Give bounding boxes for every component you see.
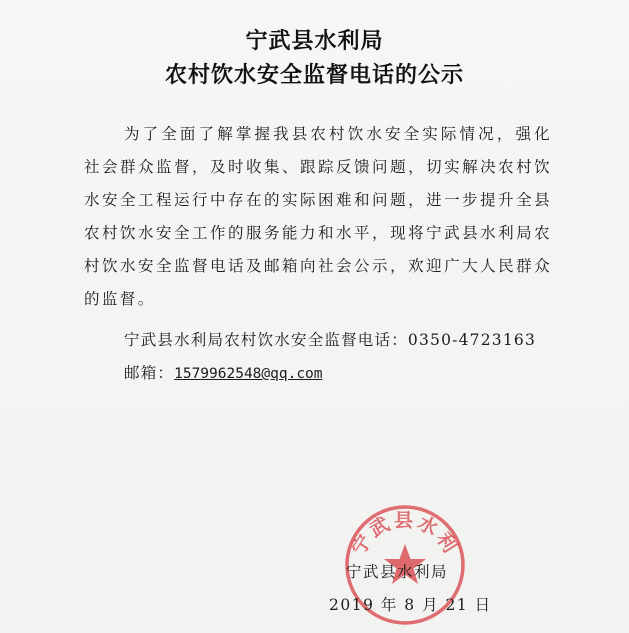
signer-name: 宁武县水利局 — [346, 563, 449, 581]
phone-line — [124, 328, 536, 350]
phone-value: 0350-4723163 — [407, 331, 537, 349]
email-label: 邮箱： — [124, 364, 175, 382]
document-date: 2019 年 8 月 21 日 — [329, 596, 492, 614]
seal-text: 宁武县水利 — [347, 509, 463, 559]
document-title-line1: 宁武县水利局 — [245, 28, 384, 54]
email-line — [124, 361, 323, 383]
body-paragraph: 为了全面了解掌握我县农村饮水安全实际情况，强化社会群众监督，及时收集、跟踪反馈问题，切实解决农村饮水安全工程运行中存在的实际困难和问题，进一步提升全县农村饮水安全工作的服务能力和水平，现将宁武县水利局农村饮水安全监督电话及邮箱向社会公示，欢迎广大人民群众的监督。 — [84, 125, 552, 308]
document-title-line2: 农村饮水安全监督电话的公示 — [164, 62, 464, 88]
phone-label: 宁武县水利局农村饮水安全监督电话： — [124, 331, 408, 349]
email-link[interactable]: 1579962548@qq.com — [174, 366, 323, 382]
